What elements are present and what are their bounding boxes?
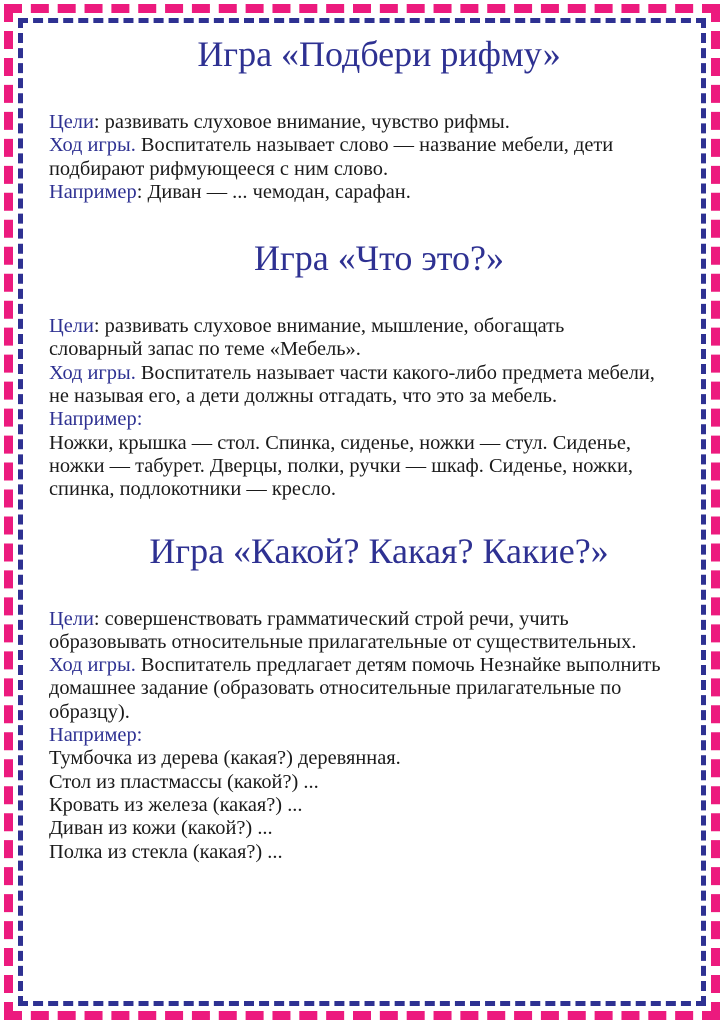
goals-paragraph — [49, 315, 679, 362]
example-line: Стол из пластмассы (какой?) ... — [49, 770, 319, 793]
goals-label: Цели — [49, 111, 94, 133]
example-label: Например: — [49, 724, 143, 747]
goals-text: : развивать слуховое внимание, чувство рифмы. — [93, 111, 510, 133]
process-text: Воспитатель предлагает детям помочь Незнайке выполнить домашнее задание (образовать относительные прилагательные по образцу). — [49, 654, 661, 723]
example-colon: : — [136, 408, 143, 431]
goals-paragraph — [49, 608, 679, 655]
example-line: Полка из стекла (какая?) ... — [49, 840, 283, 863]
goals-label: Цели — [49, 607, 94, 630]
section-body — [49, 315, 679, 501]
section-body — [49, 608, 679, 864]
example-label: Например — [49, 408, 137, 431]
process-label: Ход игры. — [49, 134, 136, 157]
section-title: Игра «Что это?» — [253, 238, 505, 279]
example-label-paragraph — [49, 724, 679, 747]
process-label: Ход игры. — [49, 361, 136, 384]
goals-label: Цели — [49, 315, 94, 338]
example-text: : Диван — ... чемодан, сарафан. — [136, 180, 411, 203]
process-label: Ход игры. — [49, 654, 136, 677]
section-body — [49, 111, 679, 204]
example-line: Диван из кожи (какой?) ... — [49, 817, 273, 840]
example-paragraph — [49, 181, 679, 204]
example-line: Кровать из железа (какая?) ... — [49, 793, 303, 816]
process-text: Воспитатель называет части какого-либо предмета мебели, не называя его, а дети должны отгадать, что это за мебель. — [49, 361, 655, 408]
example-paragraph — [49, 432, 691, 502]
section-title: Игра «Какой? Какая? Какие?» — [149, 530, 609, 571]
goals-paragraph — [49, 111, 679, 134]
example-line: Тумбочка из дерева (какая?) деревянная. — [49, 747, 401, 770]
goals-text: : совершенствовать грамматический строй речи, учить образовывать относительные прилагательные от существительных. — [49, 607, 637, 653]
goals-text: : развивать слуховое внимание, мышление, обогащать словарный запас по теме «Мебель». — [49, 315, 565, 361]
game-section-which — [49, 529, 679, 864]
process-text: Воспитатель называет слово — название мебели, дети подбирают рифмующееся с ним слово. — [49, 134, 614, 180]
page-content — [49, 32, 679, 864]
process-paragraph — [49, 362, 679, 409]
example-label-paragraph — [49, 408, 679, 431]
process-paragraph — [49, 134, 679, 181]
section-title: Игра «Подбери рифму» — [197, 34, 561, 74]
game-section-rhyme — [49, 32, 679, 204]
example-text: Ножки, крышка — стол. Спинка, сиденье, ножки — стул. Сиденье, ножки — табурет. Дверцы, полки, ручки — шкаф. Сиденье, ножки, спинка, подлокотники — кресло. — [49, 431, 633, 501]
example-label: Например — [49, 180, 137, 203]
process-paragraph — [49, 654, 679, 724]
game-section-what-is-it — [49, 236, 679, 501]
